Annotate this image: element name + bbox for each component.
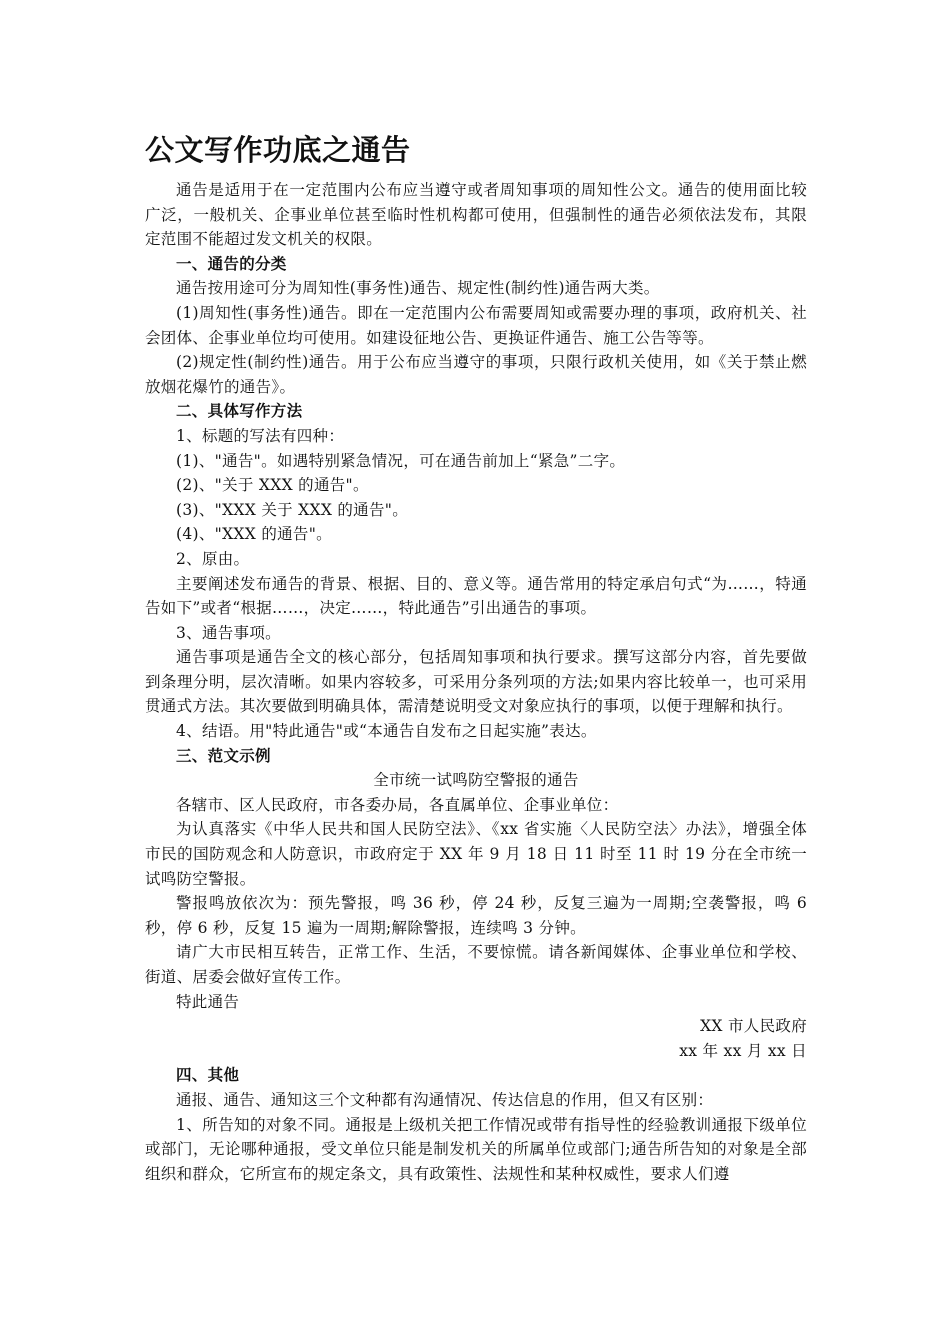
paragraph: 特此通告	[176, 992, 240, 1011]
section-heading-other: 四、其他	[176, 1066, 240, 1085]
paragraph: 2、原由。	[176, 549, 250, 568]
paragraph: (1)周知性(事务性)通告。即在一定范围内公布需要周知或需要办理的事项，政府机关、社会团体、企事业单位均可使用。如建设征地公告、更换证件通告、施工公告等等。	[145, 303, 807, 347]
example-date: xx 年 xx 月 xx 日	[679, 1041, 807, 1060]
section-heading-example: 三、范文示例	[176, 746, 271, 765]
paragraph: (2)、"关于 XXX 的通告"。	[176, 476, 369, 495]
example-signature: XX 市人民政府	[700, 1017, 807, 1036]
paragraph: 通告按用途可分为周知性(事务性)通告、规定性(制约性)通告两大类。	[176, 279, 660, 298]
paragraph: 1、所告知的对象不同。通报是上级机关把工作情况或带有指导性的经验教训通报下级单位或部门，无论哪种通报，受文单位只能是制发机关的所属单位或部门;通告所告知的对象是全部组织和群众，它所宣布的规定条文，具有政策性、法规性和某种权威性，要求人们遵	[145, 1115, 807, 1183]
intro-paragraph: 通告是适用于在一定范围内公布应当遵守或者周知事项的周知性公文。通告的使用面比较广泛，一般机关、企事业单位甚至临时性机构都可使用，但强制性的通告必须依法发布，其限定范围不能超过发文机关的权限。	[145, 181, 807, 249]
paragraph: 通报、通告、通知这三个文种都有沟通情况、传达信息的作用，但又有区别：	[176, 1090, 714, 1109]
document-title: 公文写作功底之通告	[145, 133, 411, 167]
paragraph: (3)、"XXX 关于 XXX 的通告"。	[176, 500, 409, 519]
example-notice-title: 全市统一试鸣防空警报的通告	[373, 771, 579, 790]
paragraph: 各辖市、区人民政府，市各委办局，各直属单位、企事业单位：	[176, 795, 619, 814]
section-heading-writing-method: 二、具体写作方法	[176, 402, 303, 421]
paragraph: 通告事项是通告全文的核心部分，包括周知事项和执行要求。撰写这部分内容，首先要做到条理分明，层次清晰。如果内容较多，可采用分条列项的方法;如果内容比较单一，也可采用贯通式方法。其次要做到明确具体，需清楚说明受文对象应执行的事项，以便于理解和执行。	[145, 648, 807, 716]
paragraph: (2)规定性(制约性)通告。用于公布应当遵守的事项，只限行政机关使用，如《关于禁止燃放烟花爆竹的通告》。	[145, 353, 807, 396]
paragraph: (4)、"XXX 的通告"。	[176, 525, 332, 544]
section-heading-classification: 一、通告的分类	[176, 254, 287, 273]
paragraph: 4、结语。用"特此通告"或“本通告自发布之日起实施”表达。	[176, 722, 597, 741]
paragraph: 主要阐述发布通告的背景、根据、目的、意义等。通告常用的特定承启句式“为……，特通告如下”或者“根据……，决定……，特此通告”引出通告的事项。	[145, 574, 807, 618]
paragraph: 请广大市民相互转告，正常工作、生活，不要惊慌。请各新闻媒体、企事业单位和学校、街道、居委会做好宣传工作。	[145, 943, 807, 986]
paragraph: 为认真落实《中华人民共和国人民防空法》、《xx 省实施〈人民防空法〉办法》，增强全体市民的国防观念和人防意识，市政府定于 XX 年 9 月 18 日 11 时至 11 时 19 分在全市统一试鸣防空警报。	[145, 820, 807, 888]
paragraph: (1)、"通告"。如遇特别紧急情况，可在通告前加上“紧急”二字。	[176, 451, 626, 470]
paragraph: 3、通告事项。	[176, 623, 281, 642]
document-body	[145, 128, 807, 1186]
paragraph: 1、标题的写法有四种：	[176, 426, 345, 445]
paragraph: 警报鸣放依次为：预先警报，鸣 36 秒，停 24 秒，反复三遍为一周期;空袭警报，鸣 6 秒，停 6 秒，反复 15 遍为一周期;解除警报，连续鸣 3 分钟。	[145, 894, 807, 937]
